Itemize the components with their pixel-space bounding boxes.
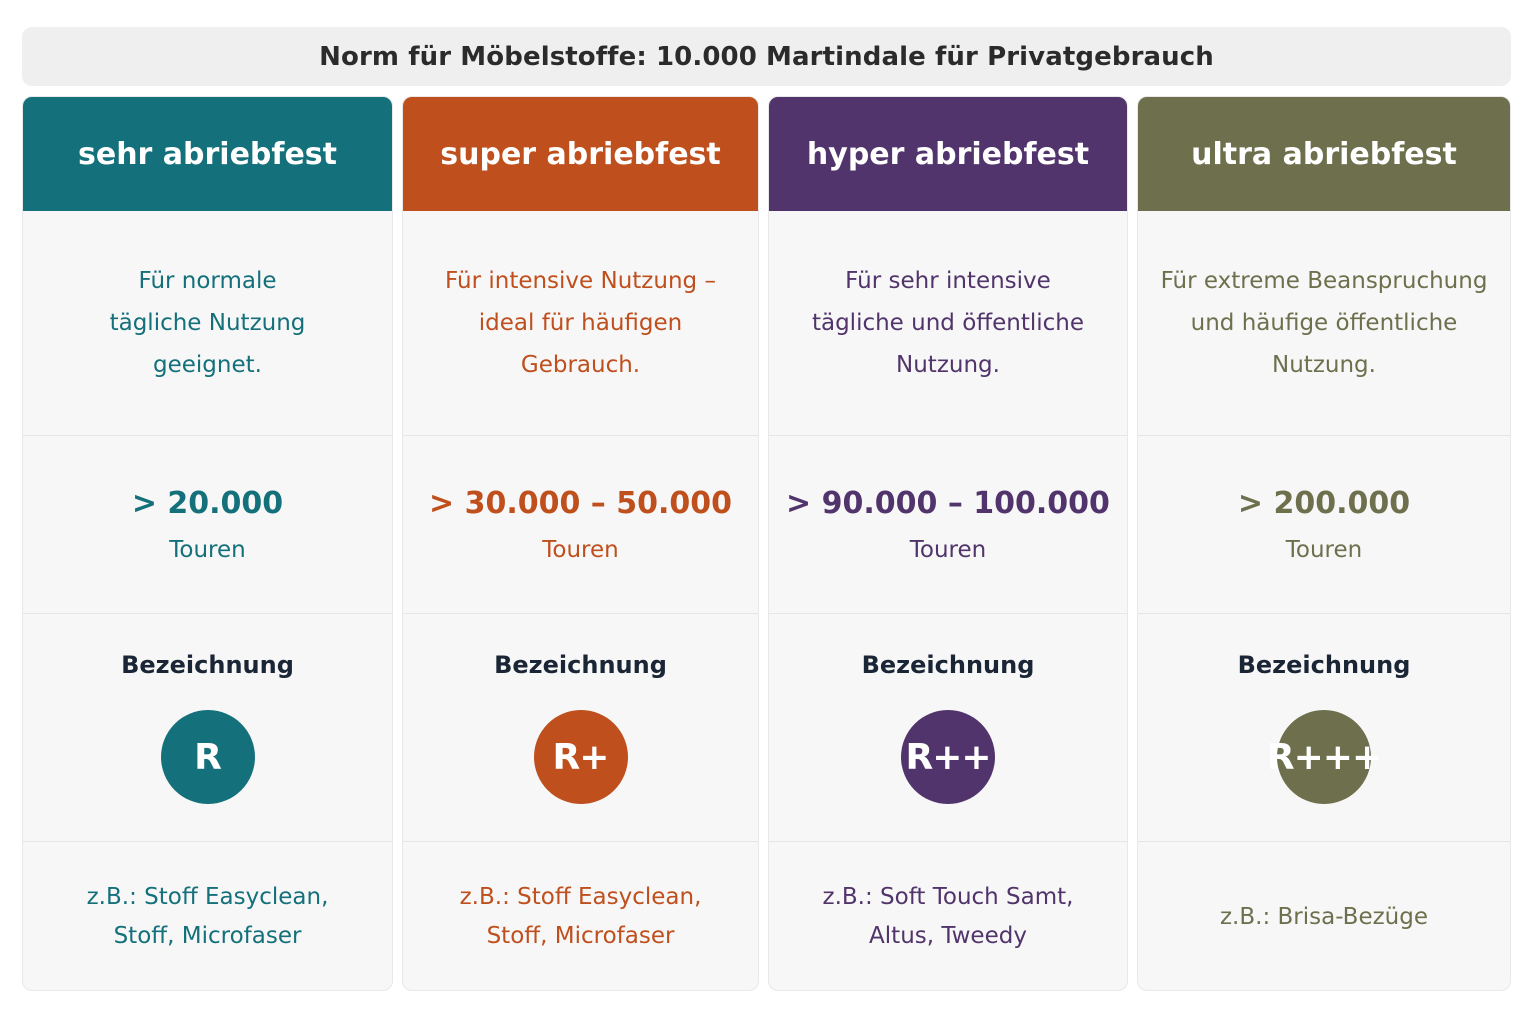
rating-badge: R+: [534, 710, 628, 804]
tours-section: [769, 436, 1127, 614]
norm-banner: Norm für Möbelstoffe: 10.000 Martindale für Privatgebrauch: [22, 27, 1511, 86]
label-section: [1138, 614, 1510, 842]
example-section: [1138, 842, 1510, 991]
tours-value: > 20.000: [131, 485, 284, 521]
description-text: Für sehr intensive tägliche und öffentliche Nutzung.: [811, 268, 1085, 378]
tours-unit: Touren: [1285, 536, 1363, 563]
label-title: Bezeichnung: [494, 651, 667, 679]
tours-unit: Touren: [169, 536, 246, 563]
tours-value: > 200.000: [1237, 485, 1411, 521]
description-text: Für normale tägliche Nutzung geeignet.: [109, 268, 306, 378]
label-section: [23, 614, 392, 842]
card-header: hyper abriebfest: [769, 97, 1127, 211]
rating-badge: R: [161, 710, 255, 804]
tours-value: > 90.000 – 100.000: [786, 485, 1110, 521]
example-text: z.B.: Stoff Easyclean, Stoff, Microfaser: [86, 884, 329, 949]
tours-value: > 30.000 – 50.000: [428, 485, 732, 521]
example-text: z.B.: Brisa-Bezüge: [1219, 903, 1429, 930]
description-section: [1138, 211, 1510, 436]
tours-unit: Touren: [909, 536, 987, 563]
category-card-ultra: [1137, 96, 1511, 991]
card-header: sehr abriebfest: [23, 97, 392, 211]
tours-section: [403, 436, 758, 614]
description-section: [769, 211, 1127, 436]
label-section: [769, 614, 1127, 842]
example-section: [769, 842, 1127, 991]
card-header: ultra abriebfest: [1138, 97, 1510, 211]
tours-section: [23, 436, 392, 614]
category-card-super: [402, 96, 759, 991]
description-text: Für intensive Nutzung – ideal für häufigen Gebrauch.: [445, 268, 716, 378]
rating-badge: R++: [901, 710, 995, 804]
example-section: [403, 842, 758, 991]
description-text: Für extreme Beanspruchung und häufige öffentliche Nutzung.: [1160, 268, 1488, 378]
label-section: [403, 614, 758, 842]
tours-section: [1138, 436, 1510, 614]
label-title: Bezeichnung: [861, 651, 1035, 679]
label-title: Bezeichnung: [1237, 651, 1411, 679]
category-card-sehr: [22, 96, 393, 991]
rating-badge: R+++: [1277, 710, 1371, 804]
example-text: z.B.: Soft Touch Samt, Altus, Tweedy: [822, 884, 1074, 949]
category-card-hyper: [768, 96, 1128, 991]
description-section: [403, 211, 758, 436]
example-section: [23, 842, 392, 991]
description-section: [23, 211, 392, 436]
example-text: z.B.: Stoff Easyclean, Stoff, Microfaser: [459, 884, 702, 949]
card-header: super abriebfest: [403, 97, 758, 211]
label-title: Bezeichnung: [121, 651, 294, 679]
tours-unit: Touren: [542, 536, 619, 563]
